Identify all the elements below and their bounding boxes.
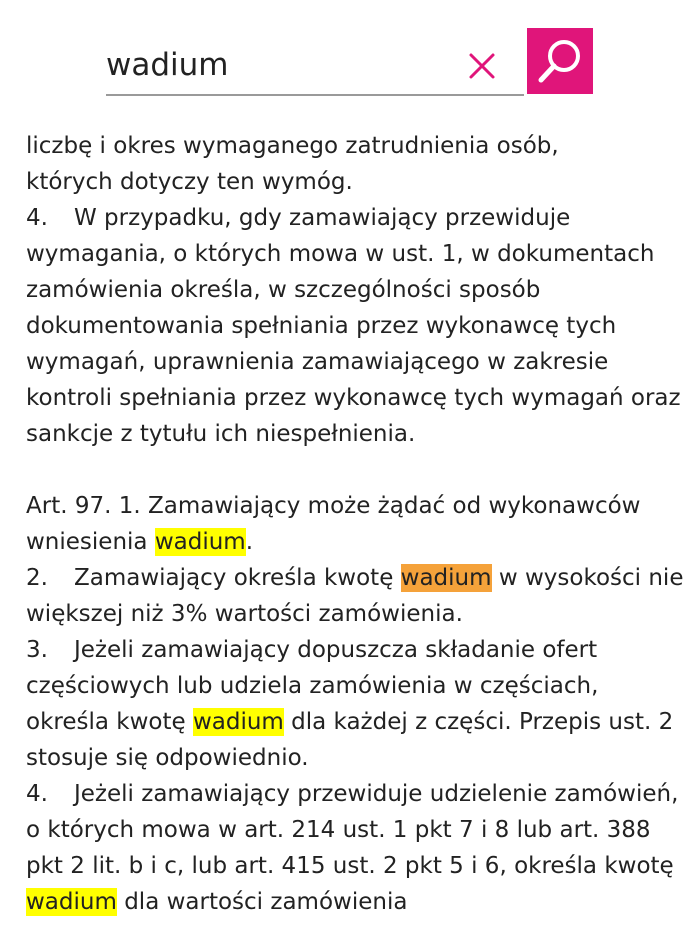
paragraph-text: W przypadku, gdy zamawiający przewiduje wymagania, o których mowa w ust. 1, w dokumentach zamówienia określa, w szczególności sposób dokumentowania spełniania przez wykonawcę tych wymagań, uprawnienia zamawiającego w zakresie kontroli spełniania przez wykonawcę tych wymagań oraz sankcje z tytułu ich niespełnienia. — [26, 205, 681, 447]
paragraph-gap — [26, 452, 686, 488]
paragraph-text: Zamawiający określa kwotę — [74, 565, 401, 591]
text-line: których dotyczy ten wymóg. — [26, 169, 353, 195]
paragraph-text: Jeżeli zamawiający dopuszcza składanie ofert częściowych lub udziela zamówienia w częściach, określa kwotę — [26, 637, 599, 735]
article-97-paragraph-4 — [26, 776, 686, 920]
paragraph-number: 4. — [26, 781, 48, 807]
search-match: wadium — [154, 529, 246, 555]
paragraph-text: w wysokości nie większej niż 3% wartości zamówienia. — [26, 565, 684, 627]
document-text — [26, 128, 686, 920]
paragraph-text: dla wartości zamówienia — [116, 889, 408, 915]
article-97-paragraph-2 — [26, 560, 686, 632]
article-97-paragraph-1 — [26, 488, 686, 560]
paragraph-text: Art. 97. 1. Zamawiający może żądać od wykonawców wniesienia — [26, 493, 641, 555]
search-input[interactable] — [106, 40, 446, 90]
paragraph-text: . — [245, 529, 254, 555]
paragraph-number: 2. — [26, 565, 48, 591]
article-97-paragraph-3 — [26, 632, 686, 776]
search-match: wadium — [26, 889, 117, 915]
search-field — [106, 34, 524, 96]
close-icon — [462, 46, 502, 86]
search-match: wadium — [192, 709, 284, 735]
search-button[interactable] — [527, 28, 593, 94]
current-search-match: wadium — [400, 565, 492, 591]
search-bar — [0, 0, 700, 130]
paragraph-number: 4. — [26, 205, 48, 231]
paragraph-text: dla każdej z części. Przepis ust. 2 stosuje się odpowiednio. — [26, 709, 674, 771]
partial-line: liczbę i okres wymaganego zatrudnienia osób, — [26, 133, 559, 159]
magnifier-icon — [527, 28, 593, 94]
clear-search-button[interactable] — [462, 46, 502, 86]
paragraph-number: 3. — [26, 637, 48, 663]
paragraph-text: Jeżeli zamawiający przewiduje udzielenie zamówień, o których mowa w art. 214 ust. 1 pkt 7 i 8 lub art. 388 pkt 2 lit. b i c, lub art. 415 ust. 2 pkt 5 i 6, określa kwotę — [26, 781, 679, 879]
paragraph-4 — [26, 200, 686, 452]
